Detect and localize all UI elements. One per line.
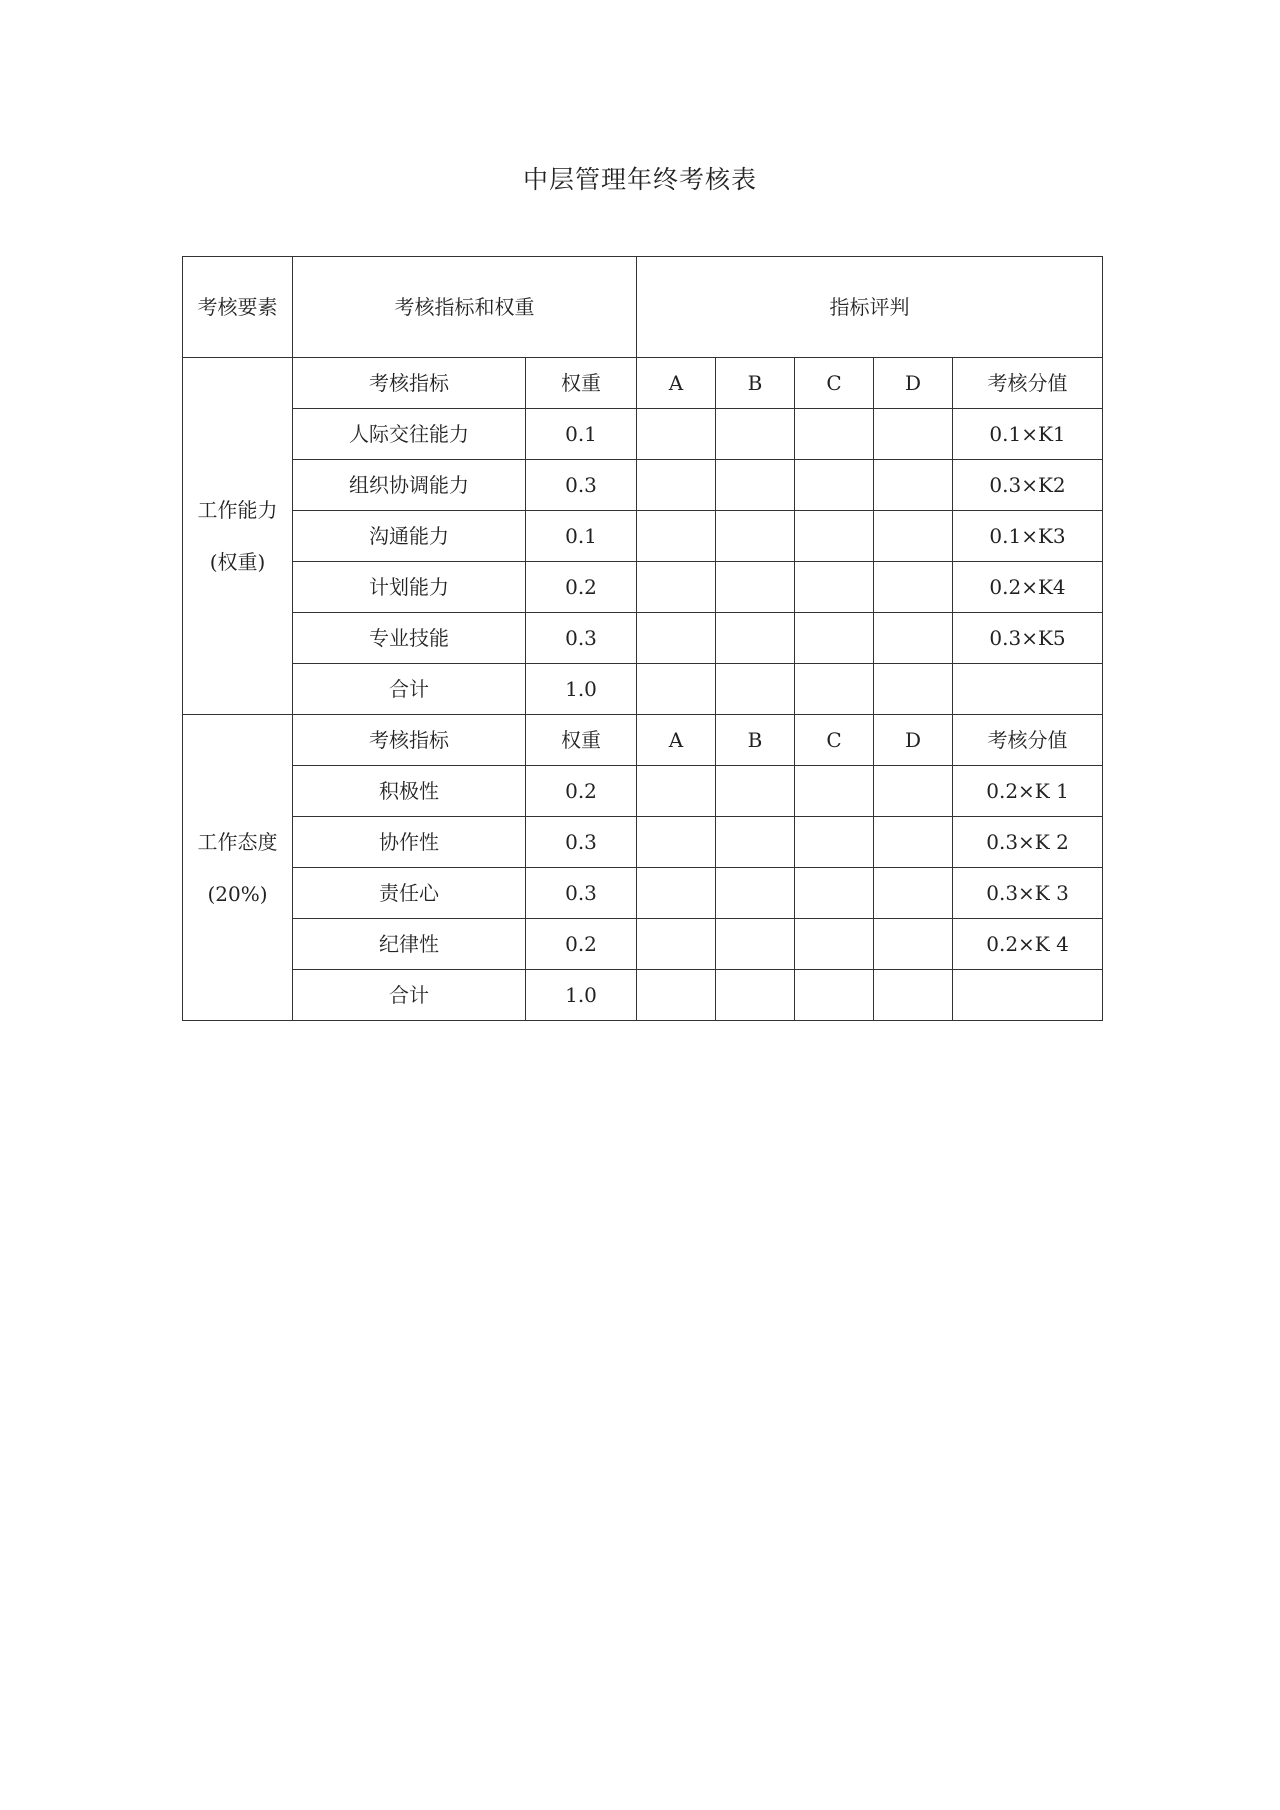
score-cell: 0.2×K 4 [953, 919, 1103, 970]
weight-cell: 0.2 [526, 919, 637, 970]
total-label-cell: 合计 [293, 664, 526, 715]
table-row [183, 460, 1103, 511]
grade-d-cell[interactable] [874, 613, 953, 664]
weight-cell: 0.2 [526, 562, 637, 613]
grade-c-cell[interactable] [795, 868, 874, 919]
table-header-row [183, 257, 1103, 358]
grade-b-cell[interactable] [716, 613, 795, 664]
grade-a-cell[interactable] [637, 613, 716, 664]
grade-c-cell[interactable] [795, 919, 874, 970]
weight-cell: 0.1 [526, 409, 637, 460]
header-element: 考核要素 [197, 295, 278, 319]
section-2-element-cell [183, 715, 293, 1021]
grade-a-cell[interactable] [637, 562, 716, 613]
score-cell: 0.1×K1 [953, 409, 1103, 460]
header-indicator-weight: 考核指标和权重 [293, 257, 637, 358]
weight-cell: 0.3 [526, 868, 637, 919]
section-2-column-header-row [183, 715, 1103, 766]
column-header-weight: 权重 [526, 715, 637, 766]
grade-a-cell[interactable] [637, 868, 716, 919]
indicator-cell: 计划能力 [293, 562, 526, 613]
indicator-cell: 沟通能力 [293, 511, 526, 562]
grade-b-cell[interactable] [716, 409, 795, 460]
header-evaluation: 指标评判 [637, 257, 1103, 358]
column-header-indicator: 考核指标 [293, 358, 526, 409]
weight-cell: 0.3 [526, 613, 637, 664]
assessment-table [182, 256, 1103, 1021]
grade-a-cell[interactable] [637, 409, 716, 460]
grade-c-cell[interactable] [795, 664, 874, 715]
grade-d-cell[interactable] [874, 511, 953, 562]
section-1-total-row [183, 664, 1103, 715]
score-cell: 0.2×K4 [953, 562, 1103, 613]
grade-c-cell[interactable] [795, 817, 874, 868]
grade-b-cell[interactable] [716, 919, 795, 970]
section-1-element-cell [183, 358, 293, 715]
grade-a-cell[interactable] [637, 511, 716, 562]
grade-a-cell[interactable] [637, 766, 716, 817]
grade-d-cell[interactable] [874, 868, 953, 919]
table-row [183, 511, 1103, 562]
table-row [183, 409, 1103, 460]
score-cell: 0.1×K3 [953, 511, 1103, 562]
grade-c-cell[interactable] [795, 562, 874, 613]
indicator-cell: 积极性 [293, 766, 526, 817]
column-header-c: C [795, 358, 874, 409]
grade-c-cell[interactable] [795, 970, 874, 1021]
indicator-cell: 协作性 [293, 817, 526, 868]
grade-d-cell[interactable] [874, 562, 953, 613]
indicator-cell: 责任心 [293, 868, 526, 919]
column-header-d: D [874, 358, 953, 409]
total-score-cell[interactable] [953, 970, 1103, 1021]
header-element-cell [183, 257, 293, 358]
total-score-cell[interactable] [953, 664, 1103, 715]
total-weight-cell: 1.0 [526, 664, 637, 715]
table-row [183, 919, 1103, 970]
grade-a-cell[interactable] [637, 919, 716, 970]
grade-a-cell[interactable] [637, 817, 716, 868]
grade-c-cell[interactable] [795, 613, 874, 664]
column-header-a: A [637, 715, 716, 766]
grade-b-cell[interactable] [716, 460, 795, 511]
grade-b-cell[interactable] [716, 817, 795, 868]
column-header-score: 考核分值 [953, 715, 1103, 766]
grade-d-cell[interactable] [874, 460, 953, 511]
column-header-b: B [716, 358, 795, 409]
score-cell: 0.2×K 1 [953, 766, 1103, 817]
score-cell: 0.3×K 3 [953, 868, 1103, 919]
section-1-element: 工作能力(权重) [197, 498, 278, 574]
page-title: 中层管理年终考核表 [522, 165, 757, 194]
column-header-a: A [637, 358, 716, 409]
indicator-cell: 组织协调能力 [293, 460, 526, 511]
indicator-cell: 专业技能 [293, 613, 526, 664]
score-cell: 0.3×K 2 [953, 817, 1103, 868]
grade-d-cell[interactable] [874, 817, 953, 868]
grade-a-cell[interactable] [637, 664, 716, 715]
column-header-c: C [795, 715, 874, 766]
section-2-element: 工作态度(20%) [197, 829, 278, 906]
grade-a-cell[interactable] [637, 970, 716, 1021]
column-header-weight: 权重 [526, 358, 637, 409]
total-weight-cell: 1.0 [526, 970, 637, 1021]
table-row [183, 817, 1103, 868]
score-cell: 0.3×K2 [953, 460, 1103, 511]
grade-c-cell[interactable] [795, 409, 874, 460]
column-header-score: 考核分值 [953, 358, 1103, 409]
weight-cell: 0.1 [526, 511, 637, 562]
table-row [183, 613, 1103, 664]
grade-c-cell[interactable] [795, 511, 874, 562]
table-row [183, 766, 1103, 817]
column-header-indicator: 考核指标 [293, 715, 526, 766]
grade-d-cell[interactable] [874, 409, 953, 460]
section-1-column-header-row [183, 358, 1103, 409]
grade-c-cell[interactable] [795, 766, 874, 817]
total-label-cell: 合计 [293, 970, 526, 1021]
grade-b-cell[interactable] [716, 664, 795, 715]
table-row [183, 562, 1103, 613]
grade-b-cell[interactable] [716, 970, 795, 1021]
score-cell: 0.3×K5 [953, 613, 1103, 664]
weight-cell: 0.3 [526, 817, 637, 868]
grade-b-cell[interactable] [716, 511, 795, 562]
grade-c-cell[interactable] [795, 460, 874, 511]
grade-d-cell[interactable] [874, 919, 953, 970]
grade-b-cell[interactable] [716, 868, 795, 919]
grade-b-cell[interactable] [716, 766, 795, 817]
grade-d-cell[interactable] [874, 664, 953, 715]
column-header-b: B [716, 715, 795, 766]
table-row [183, 868, 1103, 919]
weight-cell: 0.3 [526, 460, 637, 511]
indicator-cell: 人际交往能力 [293, 409, 526, 460]
grade-a-cell[interactable] [637, 460, 716, 511]
grade-d-cell[interactable] [874, 970, 953, 1021]
grade-b-cell[interactable] [716, 562, 795, 613]
section-2-total-row [183, 970, 1103, 1021]
indicator-cell: 纪律性 [293, 919, 526, 970]
weight-cell: 0.2 [526, 766, 637, 817]
grade-d-cell[interactable] [874, 766, 953, 817]
column-header-d: D [874, 715, 953, 766]
